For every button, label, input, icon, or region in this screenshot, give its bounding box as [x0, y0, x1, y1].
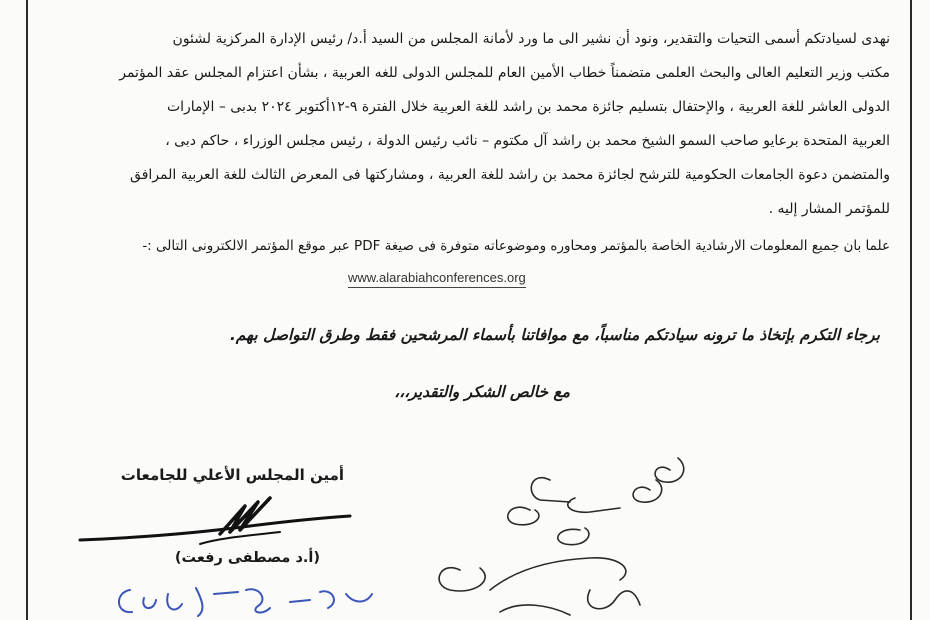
signatory-signature: [70, 488, 360, 558]
paragraph-line-2: مكتب وزير التعليم العالى والبحث العلمى متضمناً خطاب الأمين العام للمجلس الدولى للغه العربية ، بشأن اعتزام المجلس عقد المؤتمر: [119, 65, 890, 81]
info-note: علما بان جميع المعلومات الارشادية الخاصة بالمؤتمر ومحاوره وموضوعاته متوفرة فى صيغة PDF عبر موقع المؤتمر الالكترونى التالى :-: [142, 238, 890, 254]
closing-salutation: مع خالص الشكر والتقدير،،،: [394, 382, 570, 401]
signatory-name: (أ.د مصطفى رفعت): [174, 550, 320, 566]
request-line: برجاء التكرم بإتخاذ ما ترونه سيادتكم مناسباً، مع موافاتنا بأسماء المرشحين فقط وطرق التواصل بهم.: [230, 326, 880, 344]
blue-pen-note: [110, 580, 380, 620]
page-border-left: [26, 0, 28, 620]
handwritten-annotation: [420, 440, 720, 620]
page-border-right: [910, 0, 912, 620]
paragraph-line-4: العربية المتحدة برعايو صاحب السمو الشيخ محمد بن راشد آل مكتوم – نائب رئيس الدولة ، رئيس مجلس الوزراء ، حاكم دبى ،: [165, 133, 890, 149]
paragraph-line-3: الدولى العاشر للغة العربية ، والإحتفال بتسليم جائزة محمد بن راشد للغة العربية خلال الفترة ٩-١٢أكتوبر ٢٠٢٤ بدبى – الإمارات: [166, 99, 890, 115]
signatory-title: أمين المجلس الأعلي للجامعات: [120, 466, 344, 484]
paragraph-line-5: والمتضمن دعوة الجامعات الحكومية للترشح لجائزة محمد بن راشد للغة العربية ، ومشاركتها فى المعرض الثالث للغة العربية المرافق: [130, 167, 890, 183]
paragraph-line-1: نهدى لسيادتكم أسمى التحيات والتقدير، ونود أن نشير الى ما ورد لأمانة المجلس من السيد أ.د/ رئيس الإدارة المركزية لشئون: [172, 31, 890, 47]
paragraph-line-6: للمؤتمر المشار إليه .: [768, 201, 890, 217]
conference-website-link[interactable]: www.alarabiahconferences.org: [348, 270, 526, 288]
